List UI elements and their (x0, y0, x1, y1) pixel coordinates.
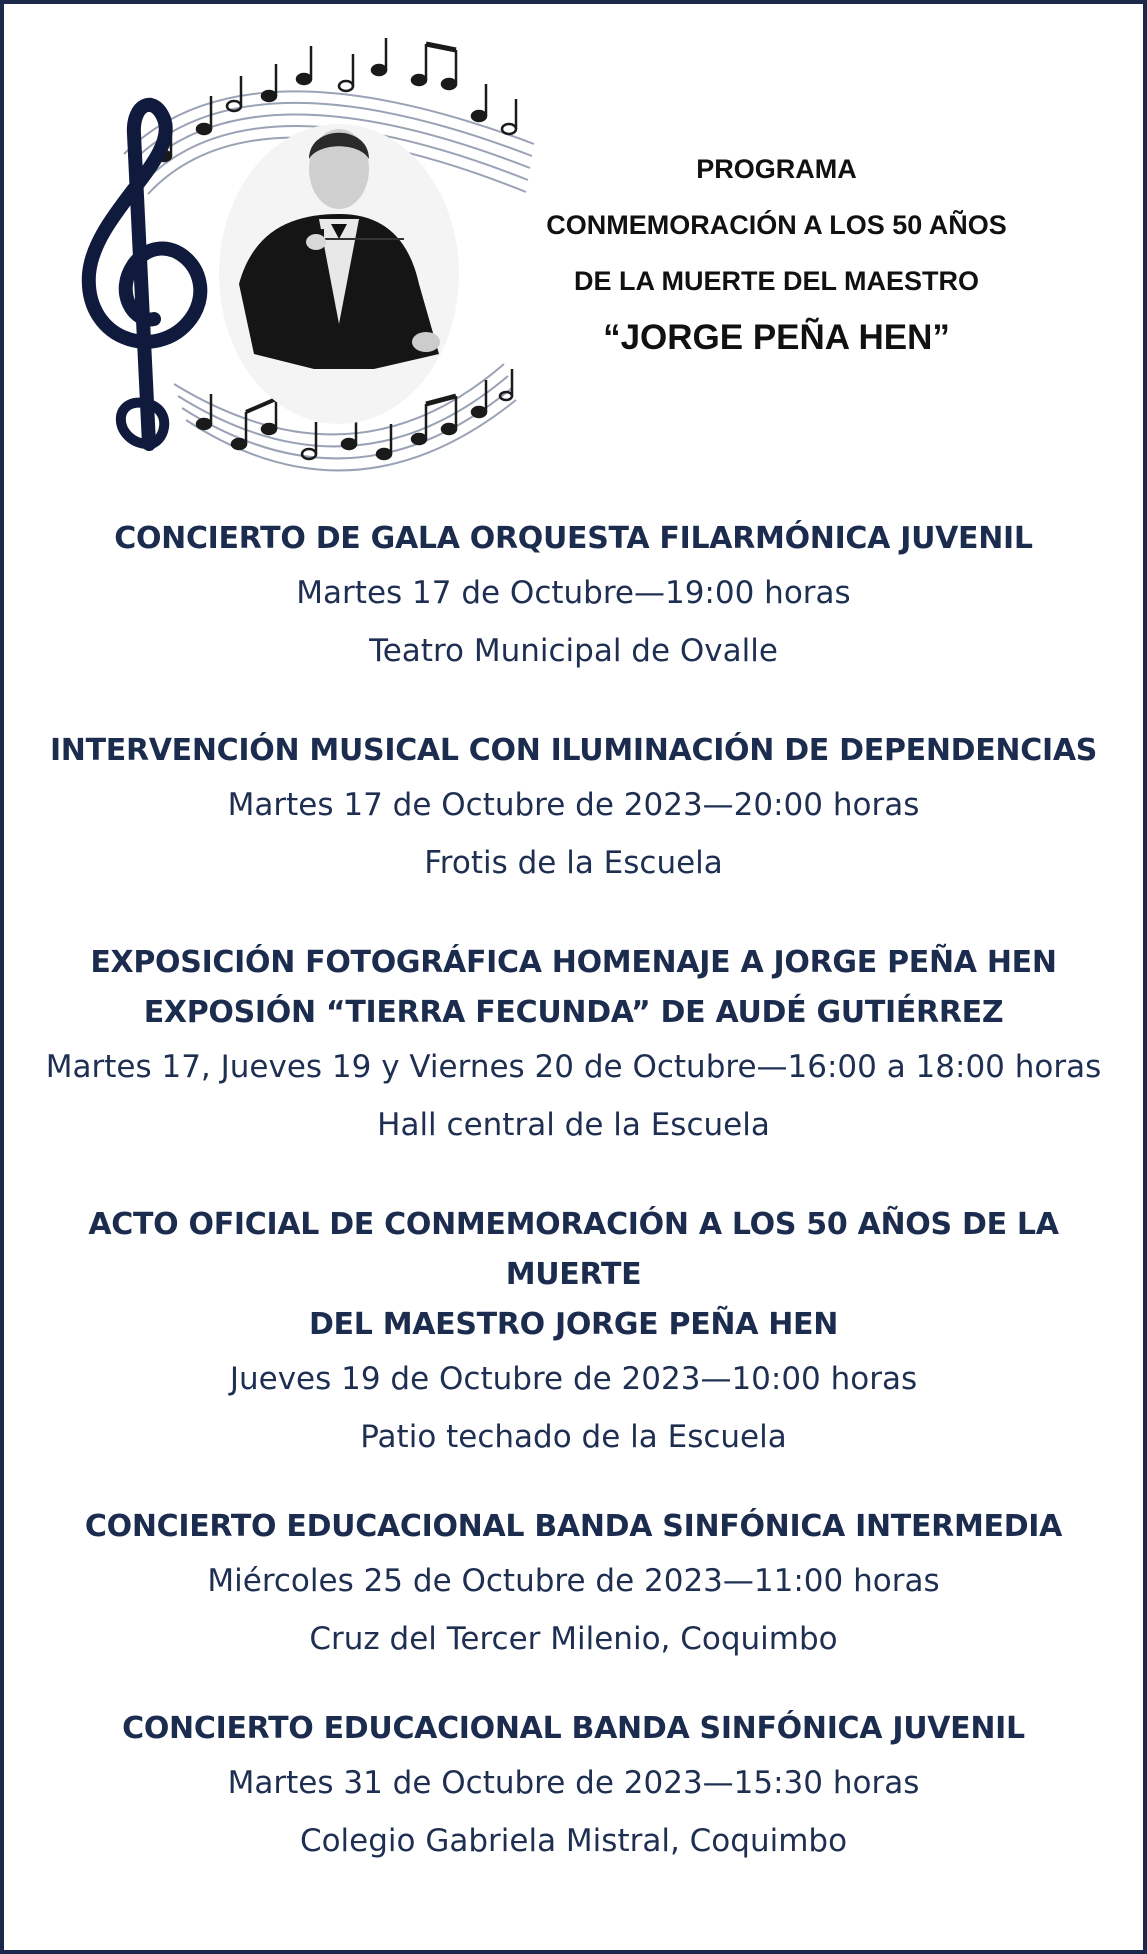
event-date: Jueves 19 de Octubre de 2023—10:00 horas (229, 1361, 918, 1397)
event-official-act (24, 1200, 1123, 1466)
header-name: “JORGE PEÑA HEN” (603, 318, 950, 357)
event-intermediate-band-concert (24, 1502, 1123, 1668)
event-title: CONCIERTO EDUCACIONAL BANDA SINFÓNICA JUVENIL (122, 1711, 1025, 1746)
event-title: EXPOSICIÓN FOTOGRÁFICA HOMENAJE A JORGE PEÑA HEN (90, 945, 1057, 980)
event-date: Martes 17, Jueves 19 y Viernes 20 de Octubre—16:00 a 18:00 horas (45, 1049, 1102, 1085)
event-place: Colegio Gabriela Mistral, Coquimbo (299, 1823, 848, 1859)
event-photo-exhibition (24, 938, 1123, 1154)
event-place: Frotis de la Escuela (424, 845, 723, 881)
event-title-line2: DEL MAESTRO JORGE PEÑA HEN (308, 1307, 839, 1342)
conductor-portrait (219, 124, 459, 424)
events-list (24, 514, 1123, 1916)
header-program: PROGRAMA (696, 154, 857, 184)
header-commemoration: CONMEMORACIÓN A LOS 50 AÑOS (546, 210, 1007, 240)
event-title: INTERVENCIÓN MUSICAL CON ILUMINACIÓN DE DEPENDENCIAS (49, 733, 1098, 768)
event-title-line2: EXPOSIÓN “TIERRA FECUNDA” DE AUDÉ GUTIÉRREZ (143, 995, 1004, 1030)
event-title: ACTO OFICIAL DE CONMEMORACIÓN A LOS 50 AÑOS DE LA MUERTE (88, 1207, 1059, 1292)
program-header (464, 149, 1089, 361)
event-place: Teatro Municipal de Ovalle (369, 633, 778, 669)
event-title: CONCIERTO EDUCACIONAL BANDA SINFÓNICA INTERMEDIA (84, 1509, 1063, 1544)
event-date: Martes 17 de Octubre de 2023—20:00 horas (227, 787, 920, 823)
event-place: Hall central de la Escuela (377, 1107, 770, 1143)
event-gala-concert (24, 514, 1123, 680)
header-death-of-maestro: DE LA MUERTE DEL MAESTRO (573, 266, 979, 296)
event-place: Cruz del Tercer Milenio, Coquimbo (309, 1621, 838, 1657)
event-place: Patio techado de la Escuela (360, 1419, 787, 1455)
event-youth-band-concert (24, 1704, 1123, 1870)
event-date: Martes 17 de Octubre—19:00 horas (296, 575, 851, 611)
event-musical-intervention (24, 726, 1123, 892)
event-title: CONCIERTO DE GALA ORQUESTA FILARMÓNICA JUVENIL (114, 521, 1033, 556)
event-date: Martes 31 de Octubre de 2023—15:30 horas (227, 1765, 920, 1801)
event-date: Miércoles 25 de Octubre de 2023—11:00 horas (207, 1563, 940, 1599)
treble-clef-icon (89, 105, 201, 444)
